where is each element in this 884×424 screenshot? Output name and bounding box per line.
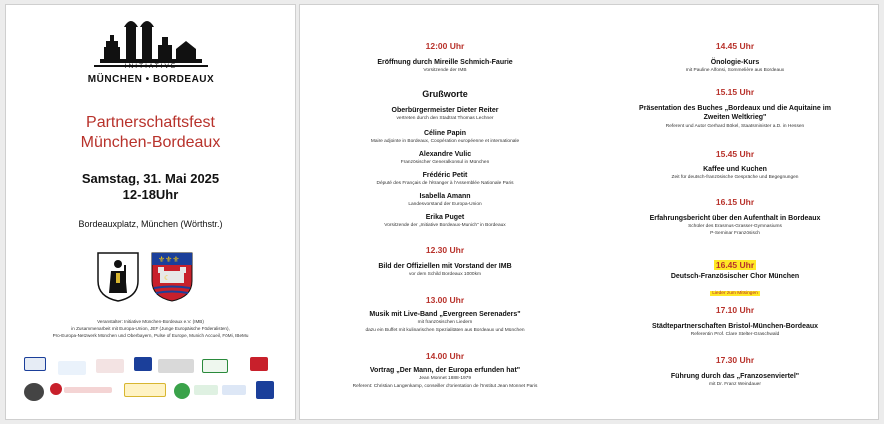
- item-title-buch: Präsentation des Buches „Bordeaux und die Aquitaine im: [639, 105, 831, 112]
- section-grussworte: Grußworte: [422, 89, 468, 99]
- time-1545: 15.45 Uhr: [715, 149, 755, 159]
- time-1400: 14.00 Uhr: [425, 351, 465, 361]
- sponsor-logo-bordeaux-metropole: [96, 359, 124, 373]
- item-sub-kaffee: Zeit für deutsch-französische Gespräche und Begegnungen: [671, 175, 799, 180]
- sponsor-logo-munich-accueil: [222, 385, 246, 395]
- sponsor-logo-francais-du-monde: [50, 383, 62, 395]
- item-title-erfahrung: Erfahrungsbericht über den Aufenthalt in Bordeaux: [649, 215, 821, 222]
- item-sub2-erfahrung: P-Seminar Französisch: [710, 231, 760, 236]
- event-date: Samstag, 31. Mai 2025: [81, 171, 220, 186]
- item-title-oenologie: Önologie-Kurs: [710, 59, 760, 66]
- bordeaux-coat-of-arms: [150, 251, 194, 303]
- program-column-1: [300, 5, 590, 419]
- item-title-staedte: Städtepartnerschaften Bristol-München-Bordeaux: [651, 323, 819, 330]
- item-sub-fuehrung: mit Dr. Franz Weindauer: [709, 382, 761, 387]
- item-sub-amann: Landesvorstand der Europa-Union: [408, 202, 482, 207]
- munich-coat-of-arms: [96, 251, 140, 303]
- time-1300: 13.00 Uhr: [425, 295, 465, 305]
- item-sub-musik: mit französischen Liedern: [417, 320, 473, 325]
- item-sub-oenologie: mit Pauline Alfonsi, Sommelière aus Bordeaux: [685, 68, 785, 73]
- time-1230: 12.30 Uhr: [425, 245, 465, 255]
- logo-initiative-text: INITIATIVE: [124, 63, 178, 70]
- item-title-fuehrung: Führung durch das „Franzosenviertel": [670, 373, 800, 380]
- time-1445: 14.45 Uhr: [715, 41, 755, 51]
- item-sub-staedte: Referentin Prof. Clare Stelter-Graschwald: [690, 332, 780, 337]
- fest-title-line2: München-Bordeaux: [80, 134, 221, 151]
- item-title-amann: Isabella Amann: [419, 193, 471, 200]
- item-title-vulic: Alexandre Vulic: [418, 151, 472, 158]
- organizer-line3: Pro-Europa-Netzwerk München und Oberbayern, Pulse of Europe, Munich Accueil, FöMi, IBeMu: [52, 333, 249, 338]
- sponsor-logo-dfi: [158, 359, 194, 373]
- svg-text:☾: ☾: [164, 274, 171, 282]
- time-1515: 15.15 Uhr: [715, 87, 755, 97]
- sponsor-logo-round: [24, 383, 44, 401]
- time-1615: 16.15 Uhr: [715, 197, 755, 207]
- fest-title-line1: Partnerschaftsfest: [86, 114, 215, 131]
- item-title-musik: Musik mit Live-Band „Evergreen Serenaders": [369, 311, 521, 318]
- sponsor-logo-europa-union: [174, 383, 190, 399]
- time-1730: 17.30 Uhr: [715, 355, 755, 365]
- organizer-line2: in Zusammenarbeit mit Europa-Union, JEF (Junge Europäische Föderalisten),: [71, 326, 230, 331]
- time-1200: 12:00 Uhr: [425, 41, 465, 51]
- item-sub-petit: Député des Français de l'étranger à l'Assemblée Nationale Paris: [376, 181, 514, 186]
- event-time: 12-18Uhr: [122, 187, 179, 202]
- logo-name-text: MÜNCHEN • BORDEAUX: [87, 74, 215, 85]
- item-title-reiter: Oberbürgermeister Dieter Reiter: [391, 107, 499, 114]
- flyer-cover: [5, 4, 296, 420]
- organizer-line1: Veranstalter: Initiative München-Bordeaux e.V. (IMB): [97, 319, 204, 324]
- sponsor-logo-pro-europa: [256, 381, 274, 399]
- program-column-2: [590, 5, 880, 419]
- item-sub-buch: Referent und Autor Gerhard Bökel, Staatsminister a.D. in Hessen: [665, 124, 805, 129]
- program-page: [299, 4, 879, 420]
- svg-text:⚜⚜⚜: ⚜⚜⚜: [158, 255, 180, 264]
- item-title-vortrag: Vortrag „Der Mann, der Europa erfunden hat": [369, 367, 521, 374]
- item-sub2-vortrag: Referent: Christian Langenkamp, conseiller d'orientation de l'Institut Jean Monnet Paris: [352, 384, 538, 389]
- item-title2-buch: Zweiten Weltkrieg": [703, 114, 767, 121]
- item-sub-vortrag: Jean Monnet 1888-1979: [418, 376, 471, 381]
- item-sub-chor: Lieder zum Mitsingen: [712, 291, 758, 296]
- item-title-eroeffnung: Eröffnung durch Mireille Schmich-Faurie: [377, 59, 513, 66]
- item-title-chor: Deutsch-Französischer Chor München: [670, 273, 800, 280]
- item-sub-puget: Vorsitzende der „Initiative Bordeaux-Munich" in Bordeaux: [384, 223, 506, 228]
- item-sub2-musik: dazu ein Buffet mit kulinarischen Spezialitäten aus Bordeaux und München: [365, 328, 525, 333]
- sponsor-logo-francais-du-monde-text: [64, 387, 112, 393]
- item-title-puget: Erika Puget: [425, 214, 465, 221]
- item-title-kaffee: Kaffee und Kuchen: [703, 166, 767, 173]
- item-sub-bild: vor dem Schild Bordeaux 1000km: [409, 272, 481, 277]
- item-sub-eroeffnung: Vorsitzende der IMB: [423, 68, 467, 73]
- sponsor-logo-sister-cities: [58, 361, 86, 375]
- sponsor-logo-bordeaux: [134, 357, 152, 371]
- time-1710: 17.10 Uhr: [715, 305, 755, 315]
- item-sub-reiter: vertreten durch den Stadtrat Thomas Lechner: [396, 116, 494, 121]
- item-sub-papin: Maire adjointe in Bordeaux, Coopération européenne et internationale: [370, 139, 520, 144]
- item-title-papin: Céline Papin: [423, 130, 466, 137]
- item-title-petit: Frédéric Petit: [422, 172, 468, 179]
- sponsor-logo-consulat: [24, 357, 46, 371]
- time-1645-highlight: [590, 255, 880, 273]
- item-sub-erfahrung: Schüler des Erasmus-Grasser-Gymnasiums: [688, 224, 782, 229]
- time-1645: 16.45 Uhr: [715, 260, 755, 270]
- item-sub-vulic: Französischer Generalkonsul in München: [400, 160, 490, 165]
- sponsor-logo-europa-text: [194, 385, 218, 395]
- item-sub-chor-highlight: [590, 281, 880, 299]
- event-place: Bordeauxplatz, München (Wörthstr.): [78, 219, 223, 229]
- sponsor-logo-pulse: [124, 383, 166, 397]
- sponsor-logo-lhm: [202, 359, 228, 373]
- item-title-bild: Bild der Offiziellen mit Vorstand der IMB: [378, 263, 512, 270]
- logo: [86, 19, 216, 97]
- sponsor-logo-jef: [250, 357, 268, 371]
